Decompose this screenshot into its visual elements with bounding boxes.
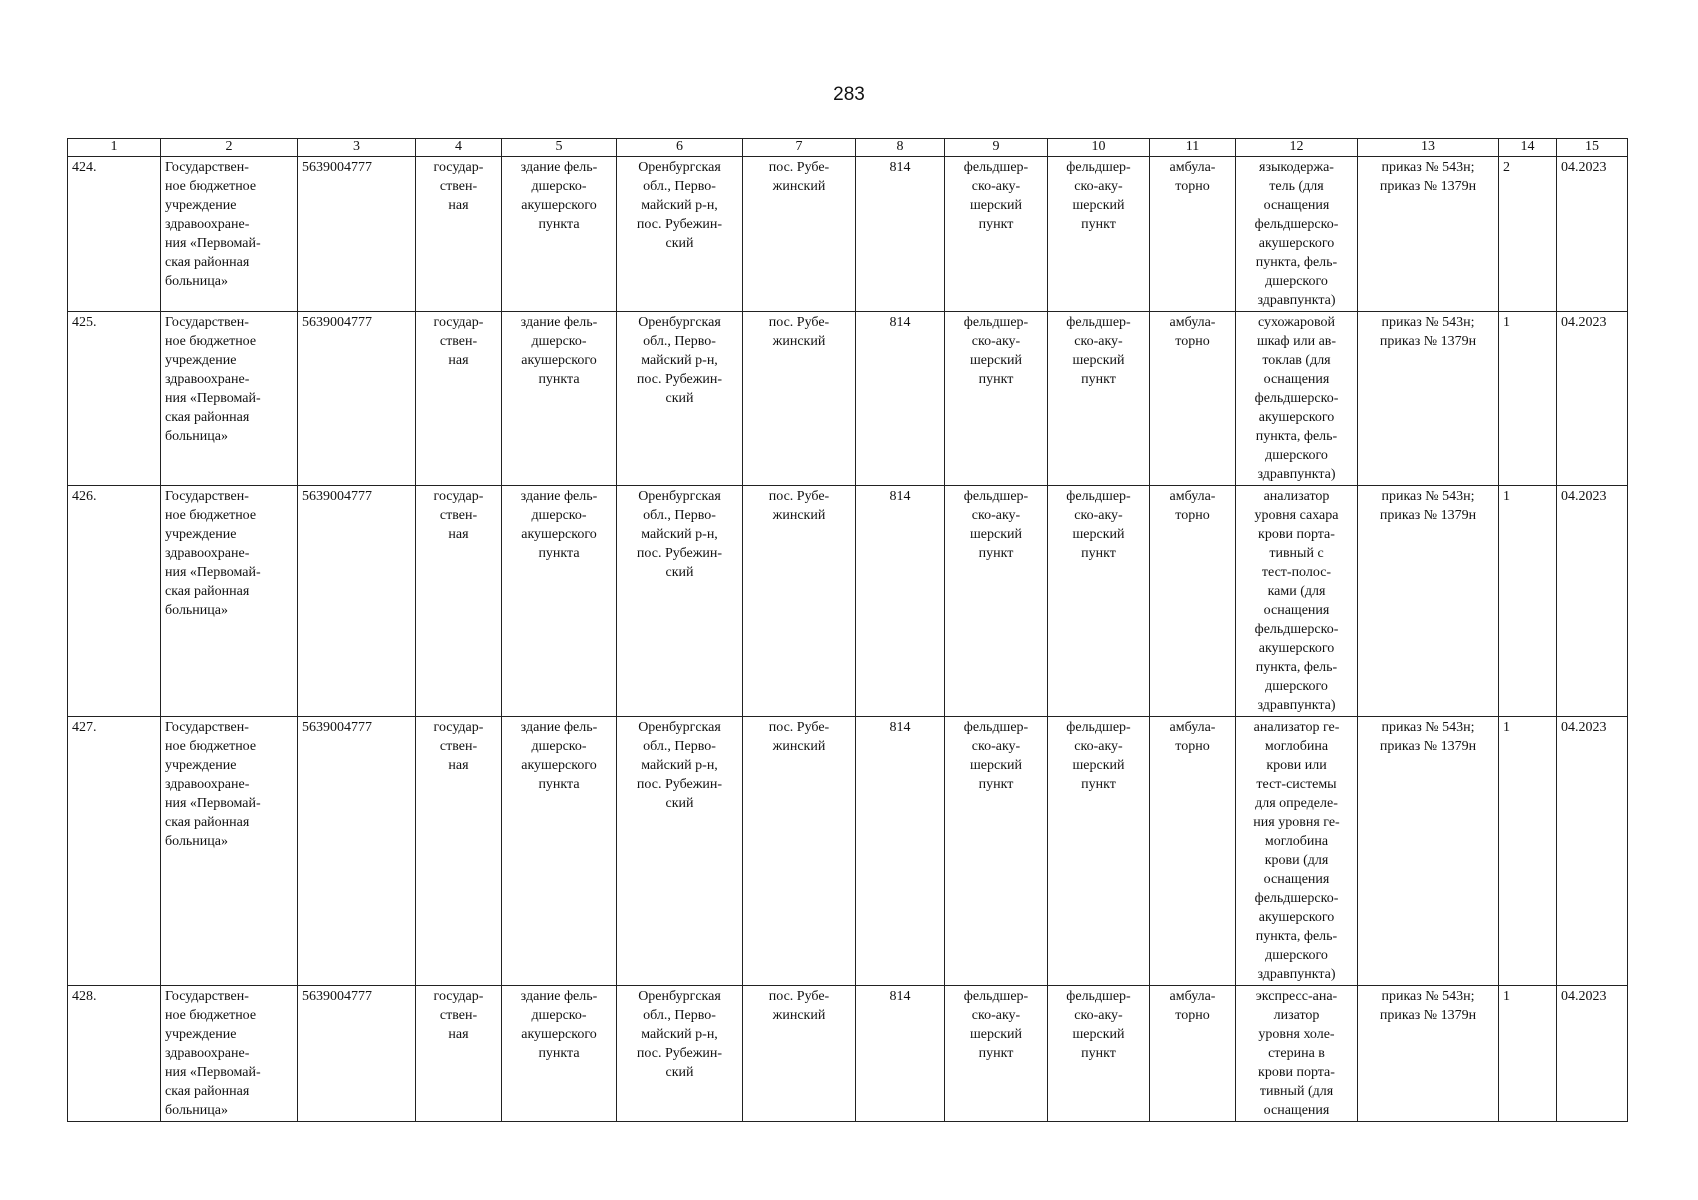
quantity-cell: 2 xyxy=(1499,157,1557,312)
column-header-4: 4 xyxy=(416,139,502,157)
regulation-order-cell: приказ № 543н; приказ № 1379н xyxy=(1358,986,1499,1122)
ownership-form-cell: государ- ствен- ная xyxy=(416,157,502,312)
address-cell: Оренбургская обл., Перво- майский р-н, пос. Рубежин- ский xyxy=(617,312,743,486)
settlement-cell: пос. Рубе- жинский xyxy=(743,312,856,486)
organization-name-cell: Государствен- ное бюджетное учреждение здравоохране- ния «Первомай- ская районная больница» xyxy=(161,986,298,1122)
table-row xyxy=(68,486,1628,717)
regulation-order-cell: приказ № 543н; приказ № 1379н xyxy=(1358,486,1499,717)
unit-type-cell: фельдшер- ско-аку- шерский пункт xyxy=(945,986,1048,1122)
column-header-1: 1 xyxy=(68,139,161,157)
table-row xyxy=(68,986,1628,1122)
quantity-cell: 1 xyxy=(1499,717,1557,986)
building-type-cell: здание фель- дшерско- акушерского пункта xyxy=(502,157,617,312)
inn-code-cell: 5639004777 xyxy=(298,717,416,986)
inn-code-cell: 5639004777 xyxy=(298,312,416,486)
delivery-date-cell: 04.2023 xyxy=(1557,986,1628,1122)
row-number-cell: 427. xyxy=(68,717,161,986)
table-header xyxy=(68,139,1628,157)
address-cell: Оренбургская обл., Перво- майский р-н, пос. Рубежин- ский xyxy=(617,717,743,986)
settlement-cell: пос. Рубе- жинский xyxy=(743,986,856,1122)
settlement-cell: пос. Рубе- жинский xyxy=(743,717,856,986)
quantity-cell: 1 xyxy=(1499,986,1557,1122)
ownership-form-cell: государ- ствен- ная xyxy=(416,986,502,1122)
delivery-date-cell: 04.2023 xyxy=(1557,486,1628,717)
column-header-15: 15 xyxy=(1557,139,1628,157)
regulation-order-cell: приказ № 543н; приказ № 1379н xyxy=(1358,157,1499,312)
quantity-cell: 1 xyxy=(1499,312,1557,486)
care-form-cell: амбула- торно xyxy=(1150,986,1236,1122)
ownership-form-cell: государ- ствен- ная xyxy=(416,486,502,717)
column-header-14: 14 xyxy=(1499,139,1557,157)
unit-type-secondary-cell: фельдшер- ско-аку- шерский пункт xyxy=(1048,986,1150,1122)
care-form-cell: амбула- торно xyxy=(1150,157,1236,312)
column-header-5: 5 xyxy=(502,139,617,157)
regulation-order-cell: приказ № 543н; приказ № 1379н xyxy=(1358,717,1499,986)
organization-name-cell: Государствен- ное бюджетное учреждение здравоохране- ния «Первомай- ская районная больница» xyxy=(161,486,298,717)
oktmo-code-cell: 814 xyxy=(856,312,945,486)
table-row xyxy=(68,157,1628,312)
unit-type-cell: фельдшер- ско-аку- шерский пункт xyxy=(945,717,1048,986)
delivery-date-cell: 04.2023 xyxy=(1557,157,1628,312)
column-header-9: 9 xyxy=(945,139,1048,157)
column-header-7: 7 xyxy=(743,139,856,157)
address-cell: Оренбургская обл., Перво- майский р-н, пос. Рубежин- ский xyxy=(617,986,743,1122)
unit-type-secondary-cell: фельдшер- ско-аку- шерский пункт xyxy=(1048,312,1150,486)
page-number: 283 xyxy=(833,84,865,105)
column-header-13: 13 xyxy=(1358,139,1499,157)
building-type-cell: здание фель- дшерско- акушерского пункта xyxy=(502,312,617,486)
care-form-cell: амбула- торно xyxy=(1150,486,1236,717)
care-form-cell: амбула- торно xyxy=(1150,312,1236,486)
oktmo-code-cell: 814 xyxy=(856,486,945,717)
delivery-date-cell: 04.2023 xyxy=(1557,717,1628,986)
oktmo-code-cell: 814 xyxy=(856,157,945,312)
column-header-2: 2 xyxy=(161,139,298,157)
quantity-cell: 1 xyxy=(1499,486,1557,717)
row-number-cell: 428. xyxy=(68,986,161,1122)
care-form-cell: амбула- торно xyxy=(1150,717,1236,986)
ownership-form-cell: государ- ствен- ная xyxy=(416,717,502,986)
column-header-3: 3 xyxy=(298,139,416,157)
address-cell: Оренбургская обл., Перво- майский р-н, пос. Рубежин- ский xyxy=(617,486,743,717)
column-header-11: 11 xyxy=(1150,139,1236,157)
oktmo-code-cell: 814 xyxy=(856,986,945,1122)
column-header-8: 8 xyxy=(856,139,945,157)
header-row xyxy=(68,139,1628,157)
building-type-cell: здание фель- дшерско- акушерского пункта xyxy=(502,986,617,1122)
inn-code-cell: 5639004777 xyxy=(298,486,416,717)
unit-type-cell: фельдшер- ско-аку- шерский пункт xyxy=(945,157,1048,312)
equipment-name-cell: анализатор ге- моглобина крови или тест-системы для определе- ния уровня ге- моглобина крови (для оснащения фельдшерско- акушерского пункта, фель- дшерского здравпункта) xyxy=(1236,717,1358,986)
organization-name-cell: Государствен- ное бюджетное учреждение здравоохране- ния «Первомай- ская районная больница» xyxy=(161,312,298,486)
column-header-10: 10 xyxy=(1048,139,1150,157)
equipment-name-cell: экспресс-ана- лизатор уровня холе- стерина в крови порта- тивный (для оснащения xyxy=(1236,986,1358,1122)
building-type-cell: здание фель- дшерско- акушерского пункта xyxy=(502,486,617,717)
regulation-order-cell: приказ № 543н; приказ № 1379н xyxy=(1358,312,1499,486)
ownership-form-cell: государ- ствен- ная xyxy=(416,312,502,486)
table-row xyxy=(68,312,1628,486)
settlement-cell: пос. Рубе- жинский xyxy=(743,486,856,717)
register-table xyxy=(67,138,1628,1122)
oktmo-code-cell: 814 xyxy=(856,717,945,986)
building-type-cell: здание фель- дшерско- акушерского пункта xyxy=(502,717,617,986)
table-row xyxy=(68,717,1628,986)
row-number-cell: 424. xyxy=(68,157,161,312)
inn-code-cell: 5639004777 xyxy=(298,157,416,312)
column-header-12: 12 xyxy=(1236,139,1358,157)
table-body xyxy=(68,157,1628,1122)
inn-code-cell: 5639004777 xyxy=(298,986,416,1122)
row-number-cell: 426. xyxy=(68,486,161,717)
unit-type-secondary-cell: фельдшер- ско-аку- шерский пункт xyxy=(1048,486,1150,717)
organization-name-cell: Государствен- ное бюджетное учреждение здравоохране- ния «Первомай- ская районная больница» xyxy=(161,717,298,986)
equipment-name-cell: анализатор уровня сахара крови порта- тивный с тест-полос- ками (для оснащения фельдшерско- акушерского пункта, фель- дшерского здравпункта) xyxy=(1236,486,1358,717)
equipment-name-cell: языкодержа- тель (для оснащения фельдшерско- акушерского пункта, фель- дшерского здравпункта) xyxy=(1236,157,1358,312)
address-cell: Оренбургская обл., Перво- майский р-н, пос. Рубежин- ский xyxy=(617,157,743,312)
unit-type-cell: фельдшер- ско-аку- шерский пункт xyxy=(945,486,1048,717)
unit-type-cell: фельдшер- ско-аку- шерский пункт xyxy=(945,312,1048,486)
unit-type-secondary-cell: фельдшер- ско-аку- шерский пункт xyxy=(1048,157,1150,312)
delivery-date-cell: 04.2023 xyxy=(1557,312,1628,486)
settlement-cell: пос. Рубе- жинский xyxy=(743,157,856,312)
equipment-name-cell: сухожаровой шкаф или ав- токлав (для оснащения фельдшерско- акушерского пункта, фель- дшерского здравпункта) xyxy=(1236,312,1358,486)
column-header-6: 6 xyxy=(617,139,743,157)
row-number-cell: 425. xyxy=(68,312,161,486)
unit-type-secondary-cell: фельдшер- ско-аку- шерский пункт xyxy=(1048,717,1150,986)
organization-name-cell: Государствен- ное бюджетное учреждение здравоохране- ния «Первомай- ская районная больница» xyxy=(161,157,298,312)
